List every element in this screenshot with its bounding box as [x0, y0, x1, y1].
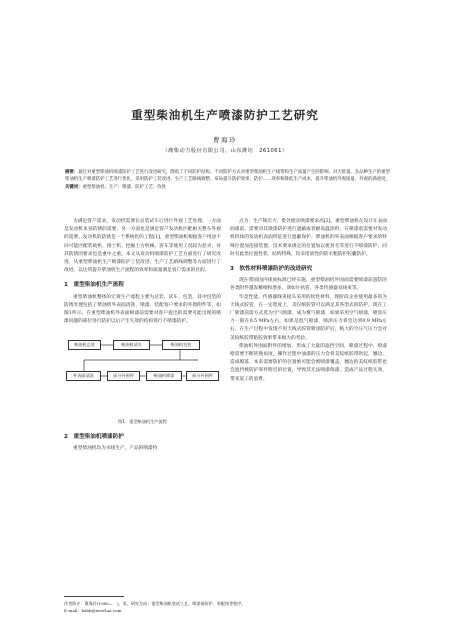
author-footnote — [64, 600, 394, 614]
flow-step-peripheral-2: 部分外围件 — [186, 371, 219, 381]
section-2-paragraph: 重型柴油机均为水线生产，产品的喷漆特 — [73, 445, 158, 451]
section-3-paragraph-3: 柴油机外围面附件的增加，形成了大量的遮挡空间，喷漆过程中，喷漆枪需要不断转换角度，操作过程中油漆的压力会将美纹纸胶带吹起，翘边，造成脱落，本来需要防护的位置被可能会被喷漆覆盖，翘边的美纹纸胶带也会遮挡被防护零件附近的位置，导致其无法喷漆保漆，造成产品过程失效，带来返工的浪费。 — [230, 343, 387, 382]
flow-step-assembly: 柴油机总装 — [68, 340, 101, 350]
abstract-text: 通过对重型柴油机喷漆防护工艺进行改进研究，降低了不同防护结构、不同防护方式对重型柴油机生产线带和生产质量产生的影响。对大批量、多品种生产的重型柴油机生产喷漆防护工艺进行优化，采用防护工装改进、生产工艺路线调整、布局提升防护效果，防护……效率和降低生产成本，提升柴油机外观质量，外观的满意度。 — [65, 170, 390, 183]
production-flow-diagram — [64, 329, 221, 416]
keywords-text: 重型柴油机；生产；喷漆；防护工艺；改进 — [82, 185, 167, 191]
left-column — [64, 218, 221, 453]
footnote-text: 作者简介：曹海玲(1980— )，男，研究方向：重型柴油机装试工艺，喷漆前防护、装配线等程序。 — [64, 601, 246, 606]
abstract — [65, 169, 390, 183]
section-1-paragraph: 重型柴油机整体的宏观生产流程主要为总装、试车、包装，其中包装的防锈处理包括了柴油机外表面清洗、喷漆、装配客户要求的外围附件等，如图1所示。在重型柴油机外表面喷漆前需要对客户提出的需要可能出现的喷漆问题的部位进行防护以后产生失效的结构进行不喷漆防护。 — [64, 294, 221, 325]
footnote-divider — [64, 596, 124, 597]
flow-step-peripheral-1: 部分外围件 — [107, 371, 140, 381]
flow-step-packaging: 柴油机包装 — [162, 340, 200, 350]
flow-step-cleaning: 外表面清洗 — [66, 371, 101, 381]
keywords — [65, 184, 390, 191]
section-2-continued: 点为：生产频次大、批处理及喷漆要求高[2]。重型柴油机在设计在表面油漆前，需要对其喷漆防护进行遮蔽或者耐高温涂料，在喷漆前需要对发动机机体的发动机表面特征进行遮蔽保护。柴油机的外表面根据客户要求的特殊位置加连接装置，技术要求规定的位置加以密封毛等进行不喷漆防护，同时有此类位置性状、结构特殊，均采用软性的防水粗防护胶囊防护。 — [230, 219, 387, 257]
section-heading-1: 1 重型柴油机生产流程 — [64, 282, 124, 289]
section-heading-3: 3 软性材料喷漆防护的改进研究 — [230, 266, 313, 273]
abstract-label: 摘要： — [65, 170, 79, 175]
paper-title: 重型柴油机生产喷漆防护工艺研究 — [131, 108, 319, 122]
section-3-paragraph-1: 现在我国国内排放标准已经实施，重型柴油机外国面需要喷漆前遮防的各类附件越发精细和增多，请如片执管、各类传感器及线束等。 — [230, 278, 387, 292]
figure-caption: 图1 重型柴油机生产流程 — [118, 419, 167, 425]
section-3-paragraph-2: 毕竟性能、传感器线束接头采用的软性材料，现阶段企业使用最多的为天线式胶管，在一定程度上，美仅纸胶管可以满足其各型式的防护。现在工厂喷漆前需方式选为空气喷漆，成为雾气喷漆，如果采用空气喷漆，喷涂压力一般在0.5 MPa左右，如果是混气喷漆，喷涂压力将会达到0.9 MPa左右。在生产过程中发现不用天线式胶管喷涂防护后，纸大的空压气压力会对美纹纸胶带粘胶效果带来极大的考验。 — [230, 294, 387, 341]
right-column — [230, 218, 387, 384]
footnote-email: E-mail：hzhb@weichai.com — [64, 608, 122, 613]
author-name: 曹海玲 — [213, 136, 237, 144]
intro-paragraph: 为满足客户需求，发动机需要在总装试车后进行外观工艺处理。一方面是发动机本身防锈的需要，另一方面也是满足客户发动机匹配相关整车外观的需要。发动机的防锈是一个系统化的工程[1]，重型柴油机根据客户用途不同可能匹配装载机、推土机、挖掘土方机械、客车等使用工况较为恶劣，对其防锈的要求也是重中之重。本文从发动机喷漆防护工艺方面进行了研究改进，从重型柴油机生产喷漆防护工装改进、生产工艺路线调整等方面进行了改进，以达到提升柴油机生产流程的效率和质量满足客户需求的目的。 — [64, 219, 221, 274]
flow-step-painting: 柴油机喷漆 — [146, 371, 182, 381]
flow-step-test: 柴油机试车 — [113, 340, 150, 350]
abstract-block — [65, 169, 390, 191]
author-affiliation: （潍柴动力股份有限公司，山东潍坊 261061） — [162, 148, 288, 154]
keywords-label: 关键词： — [65, 185, 83, 191]
section-heading-2: 2 重型柴油机喷漆防护 — [64, 433, 124, 440]
